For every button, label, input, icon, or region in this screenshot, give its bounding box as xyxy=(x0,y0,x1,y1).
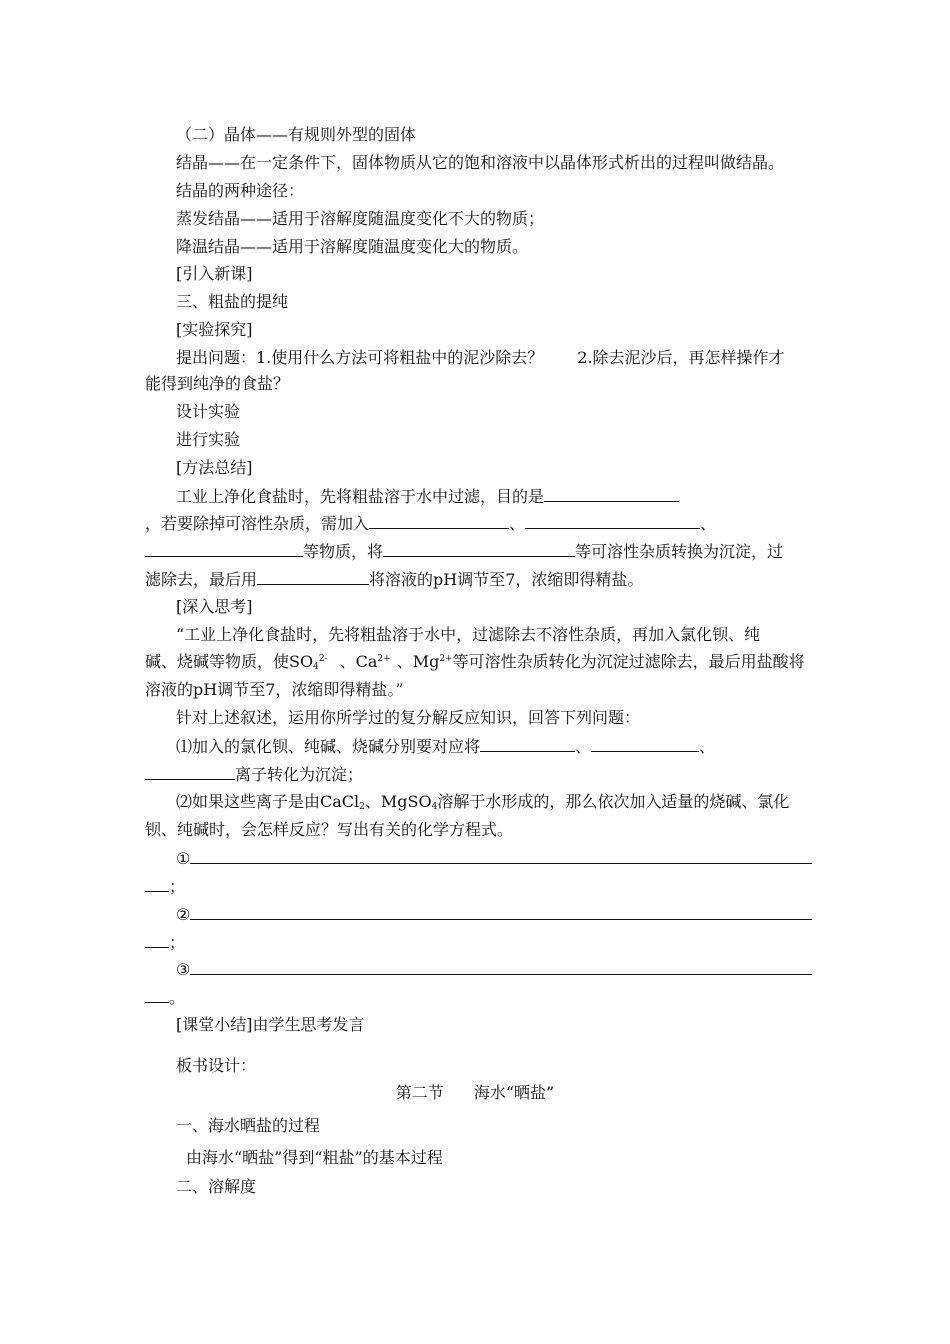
answer-3-line xyxy=(176,959,812,980)
method-text-filter: 滤除去，最后用 xyxy=(145,570,258,589)
method-line-2 xyxy=(145,513,716,534)
crystal-heading: （二）晶体——有规则外型的固体 xyxy=(176,125,417,144)
answer-blank[interactable] xyxy=(145,764,235,780)
quote-line-3: 溶液的pH调节至7，浓缩即得精盐。” xyxy=(145,680,404,699)
separator: 、 xyxy=(699,737,716,756)
cooling-line: 降温结晶——适用于溶解度随温度变化大的物质。 xyxy=(176,237,529,256)
board-title-topic: 海水“晒盐” xyxy=(473,1083,555,1102)
question-2-text: ⑵如果这些离子是由CaCl xyxy=(176,792,360,811)
answer-blank[interactable] xyxy=(369,513,509,529)
question-2-text: 溶解于水形成的，那么依次加入适量的烧碱、氯化 xyxy=(437,792,790,811)
question-part-1: 提出问题：1.使用什么方法可将粗盐中的泥沙除去？ xyxy=(176,348,544,367)
superscript: 2- xyxy=(318,654,328,664)
board-title-section: 第二节 xyxy=(395,1083,444,1102)
conduct-experiment: 进行实验 xyxy=(176,430,241,449)
deep-thinking-tag: [深入思考] xyxy=(176,597,253,616)
experiment-tag: [实验探究] xyxy=(176,320,253,339)
board-title xyxy=(0,1083,950,1103)
quote-text: 等可溶性杂质转化为沉淀过滤除去，最后用盐酸将 xyxy=(452,652,805,671)
question-line-1 xyxy=(176,348,785,368)
answer-2-mark: ② xyxy=(176,905,191,924)
question-2-line-2: 钡、纯碱时，会怎样反应？写出有关的化学方程式。 xyxy=(145,820,514,839)
evaporation-line: 蒸发结晶——适用于溶解度随温度变化不大的物质； xyxy=(176,209,545,228)
class-summary: [课堂小结]由学生思考发言 xyxy=(176,1015,365,1034)
answer-blank[interactable] xyxy=(145,876,169,892)
question-1-line-1 xyxy=(176,736,715,757)
superscript: 2+ xyxy=(377,654,391,664)
method-line-3 xyxy=(145,541,783,562)
question-line-2: 能得到纯净的食盐？ xyxy=(145,374,290,393)
method-tag: [方法总结] xyxy=(176,458,253,477)
board-design-label: 板书设计： xyxy=(176,1056,257,1075)
crystallization-definition: 结晶——在一定条件下，固体物质从它的饱和溶液中以晶体形式析出的过程叫做结晶。 xyxy=(176,153,785,172)
method-text-ph: 将溶液的pH调节至7，浓缩即得精盐。 xyxy=(369,570,644,589)
answer-blank[interactable] xyxy=(480,736,575,752)
method-line-1 xyxy=(176,486,679,507)
answer-blank[interactable] xyxy=(257,569,369,585)
answer-blank[interactable] xyxy=(190,959,812,975)
answer-2-line xyxy=(176,904,812,925)
answer-blank[interactable] xyxy=(145,541,303,557)
answer-blank[interactable] xyxy=(145,987,169,1003)
method-text-add: ，若要除掉可溶性杂质，需加入 xyxy=(145,514,370,533)
answer-blank[interactable] xyxy=(591,736,699,752)
two-ways-label: 结晶的两种途径： xyxy=(176,181,305,200)
answer-2-continuation xyxy=(145,932,185,953)
answer-blank[interactable] xyxy=(190,848,812,864)
method-text-substances: 等物质，将 xyxy=(303,542,384,561)
question-2-line-1 xyxy=(176,792,789,812)
punctuation: 。 xyxy=(169,988,186,1007)
answer-blank[interactable] xyxy=(544,486,679,502)
board-item-2: 二、溶解度 xyxy=(176,1177,257,1196)
answer-1-continuation xyxy=(145,876,185,897)
answer-1-line xyxy=(176,848,812,869)
method-text-convert: 等可溶性杂质转换为沉淀，过 xyxy=(575,542,784,561)
method-text-purpose: 工业上净化食盐时，先将粗盐溶于水中过滤，目的是 xyxy=(176,487,545,506)
answer-blank[interactable] xyxy=(190,904,812,920)
quote-text: 、Mg xyxy=(396,652,440,671)
quote-line-1: “工业上净化食盐时，先将粗盐溶于水中，过滤除去不溶性杂质，再加入氯化钡、纯 xyxy=(176,625,761,644)
question-1-text: ⑴加入的氯化钡、纯碱、烧碱分别要对应将 xyxy=(176,737,481,756)
answer-3-continuation xyxy=(145,987,185,1008)
subscript: 2 xyxy=(359,802,365,812)
question-part-2: 2.除去泥沙后，再怎样操作才 xyxy=(577,348,785,367)
quote-text: 、Ca xyxy=(339,652,378,671)
separator: 、 xyxy=(700,514,717,533)
part3-title: 三、粗盐的提纯 xyxy=(176,292,289,311)
board-item-1-sub: 由海水“晒盐”得到“粗盐”的基本过程 xyxy=(186,1148,443,1167)
answer-1-mark: ① xyxy=(176,849,191,868)
method-line-4 xyxy=(145,569,643,590)
answer-blank[interactable] xyxy=(383,541,575,557)
superscript: 2+ xyxy=(439,654,453,664)
design-experiment: 设计实验 xyxy=(176,402,241,421)
subscript: 4 xyxy=(431,802,438,812)
punctuation: ； xyxy=(169,877,186,896)
task-instruction: 针对上述叙述，运用你所学过的复分解反应知识，回答下列问题： xyxy=(176,708,641,727)
subscript: 4 xyxy=(313,662,319,672)
separator: 、 xyxy=(509,514,526,533)
question-1-line-2 xyxy=(145,764,363,785)
board-item-1: 一、海水晒盐的过程 xyxy=(176,1116,321,1135)
punctuation: ； xyxy=(169,933,186,952)
intro-tag: [引入新课] xyxy=(176,264,253,283)
quote-line-2 xyxy=(145,652,805,672)
quote-text: 碱、烧碱等物质，使SO xyxy=(145,652,314,671)
answer-blank[interactable] xyxy=(525,513,700,529)
question-2-text: 、MgSO xyxy=(364,792,432,811)
question-1-text-end: 离子转化为沉淀； xyxy=(235,765,364,784)
answer-3-mark: ③ xyxy=(176,960,191,979)
answer-blank[interactable] xyxy=(145,932,169,948)
separator: 、 xyxy=(575,737,592,756)
